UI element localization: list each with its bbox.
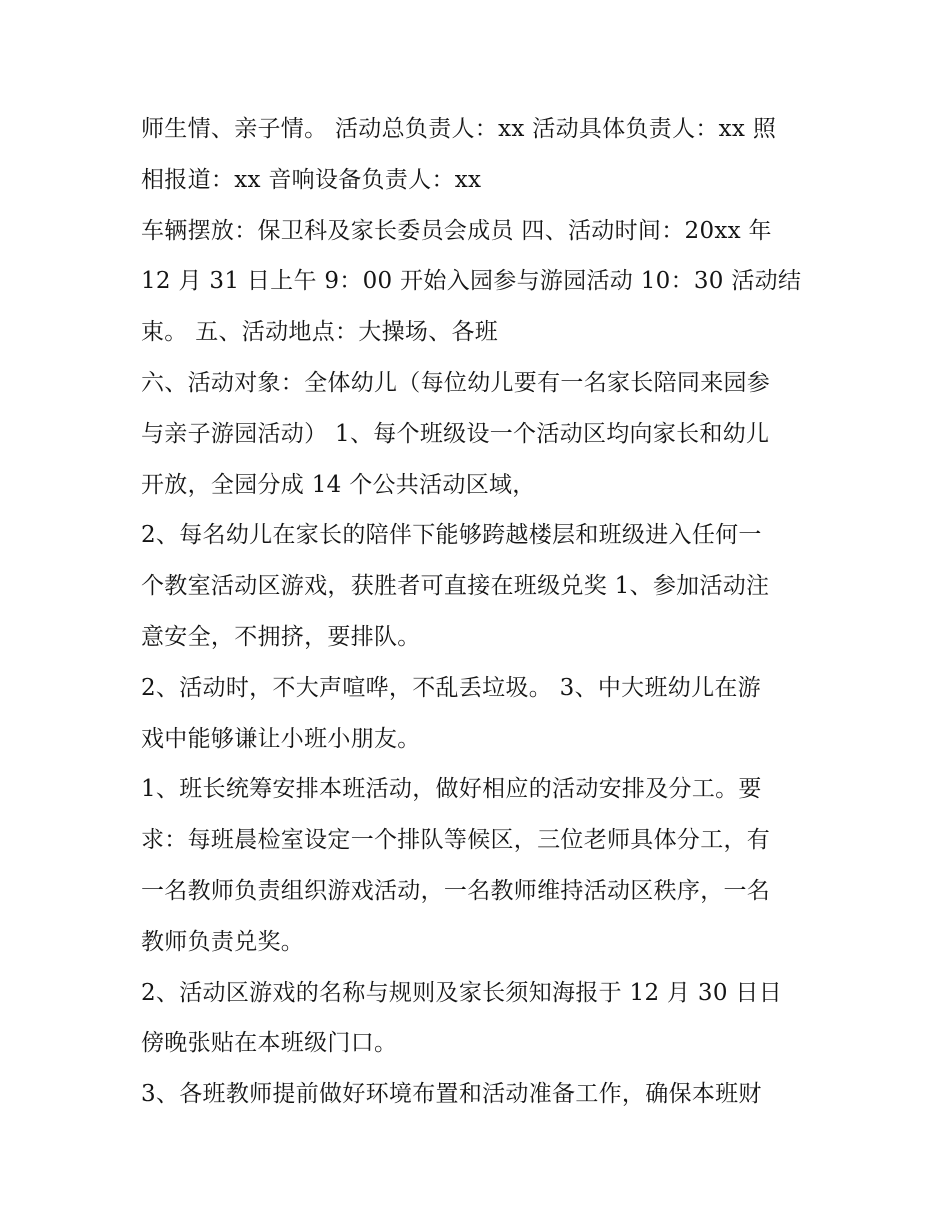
text-line: 求：每班晨检室设定一个排队等候区，三位老师具体分工，有 <box>141 827 771 854</box>
text-line: 个教室活动区游戏，获胜者可直接在班级兑奖 1、参加活动注 <box>141 573 770 600</box>
text-line: 车辆摆放：保卫科及家长委员会成员 四、活动时间：20xx 年 <box>141 217 772 244</box>
text-line: 六、活动对象：全体幼儿（每位幼儿要有一名家长陪同来园参 <box>141 369 771 396</box>
text-line: 与亲子游园活动） 1、每个班级设一个活动区均向家长和幼儿 <box>141 420 770 447</box>
text-line: 相报道：xx 音响设备负责人：xx <box>141 166 482 193</box>
text-line: 开放，全园分成 14 个公共活动区域， <box>141 471 536 498</box>
text-line: 一名教师负责组织游戏活动，一名教师维持活动区秩序，一名 <box>141 877 771 904</box>
text-line: 1、班长统筹安排本班活动，做好相应的活动安排及分工。要 <box>141 776 762 803</box>
text-line: 2、活动区游戏的名称与规则及家长须知海报于 12 月 30 日日 <box>141 979 783 1006</box>
text-line: 师生情、亲子情。 活动总负责人：xx 活动具体负责人：xx 照 <box>141 116 777 142</box>
text-line: 2、每名幼儿在家长的陪伴下能够跨越楼层和班级进入任何一 <box>141 522 762 549</box>
text-line: 戏中能够谦让小班小朋友。 <box>141 725 421 752</box>
text-line: 束。 五、活动地点：大操场、各班 <box>141 319 499 346</box>
text-line: 3、各班教师提前做好环境布置和活动准备工作，确保本班财 <box>141 1081 762 1108</box>
text-line: 2、活动时，不大声喧哗，不乱丢垃圾。 3、中大班幼儿在游 <box>141 674 761 701</box>
document-body <box>141 104 831 1120</box>
text-line: 教师负责兑奖。 <box>141 928 305 955</box>
text-line: 意安全，不拥挤，要排队。 <box>141 623 421 650</box>
text-line: 傍晚张贴在本班级门口。 <box>141 1030 398 1057</box>
text-line: 12 月 31 日上午 9：00 开始入园参与游园活动 10：30 活动结 <box>141 268 802 295</box>
